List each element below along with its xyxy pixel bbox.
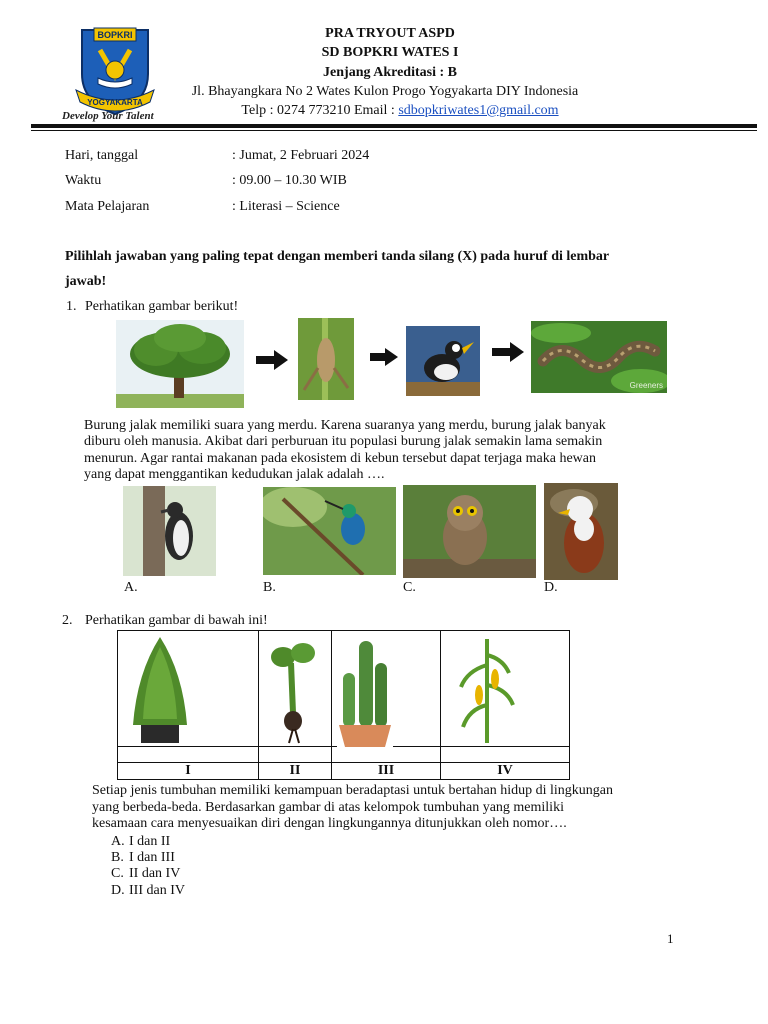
corn-plant-image [457, 635, 517, 745]
plant-cell-2 [259, 631, 332, 747]
water-hyacinth-image [265, 635, 319, 745]
school-name: SD BOPKRI WATES I [321, 45, 459, 60]
plant-spacer-cell [332, 747, 441, 763]
q2-option-b-text[interactable]: I dan III [129, 850, 175, 865]
q1-paragraph-line-3: menurun. Agar rantai makanan pada ekosistem di kebun tersebut dapat terjaga maka hewan [84, 451, 596, 466]
q1-paragraph-line-4: yang dapat menggantikan kedudukan jalak adalah …. [84, 467, 385, 482]
plant-spacer-cell [118, 747, 259, 763]
q2-paragraph-line-2: yang berbeda-beda. Berdasarkan gambar di atas kelompok tumbuhan yang memiliki [92, 800, 564, 815]
header-rule-thin [31, 130, 757, 131]
contact-phone: Telp : 0274 773210 Email : [241, 103, 399, 118]
info-label-date: Hari, tanggal [65, 148, 139, 163]
plant-label-2: II [259, 763, 332, 780]
school-logo [60, 24, 170, 124]
q1-option-b[interactable]: B. [263, 580, 276, 595]
email-link[interactable]: sdbopkriwates1@gmail.com [398, 103, 559, 118]
tree-image [116, 320, 244, 408]
header-rule-thick [31, 124, 757, 128]
page-number: 1 [667, 931, 674, 946]
cypress-tree-image [123, 633, 197, 745]
plant-spacer-cell [441, 747, 570, 763]
hummingbird-image [263, 487, 396, 575]
q1-paragraph-line-2: diburu oleh manusia. Akibat dari perburuan itu populasi burung jalak semakin lama semakin [84, 434, 603, 449]
snake-image [531, 321, 667, 393]
arrow-right-icon [370, 348, 398, 371]
plant-spacer-cell [259, 747, 332, 763]
q2-option-a-letter[interactable]: A. [111, 834, 125, 849]
q2-paragraph-line-1: Setiap jenis tumbuhan memiliki kemampuan beradaptasi untuk bertahan hidup di lingkungan [92, 783, 614, 798]
q2-option-a-text[interactable]: I dan II [129, 834, 171, 849]
school-contact [160, 103, 640, 119]
grasshopper-image [298, 318, 354, 400]
plant-cell-1 [118, 631, 259, 747]
svg-text:BOPKRI: BOPKRI [97, 30, 133, 40]
q2-option-c-letter[interactable]: C. [111, 866, 124, 881]
q1-option-d[interactable]: D. [544, 580, 558, 595]
eagle-image [544, 483, 618, 580]
q2-prompt: Perhatikan gambar di bawah ini! [85, 613, 268, 628]
q2-option-c-text[interactable]: II dan IV [129, 866, 181, 881]
woodpecker-image [123, 486, 216, 576]
plant-cell-4 [441, 631, 570, 747]
q2-option-b-letter[interactable]: B. [111, 850, 124, 865]
plant-table [117, 630, 570, 780]
q2-option-d-letter[interactable]: D. [111, 883, 125, 898]
info-value-subject: : Literasi – Science [232, 199, 340, 214]
cactus-image [337, 633, 393, 747]
arrow-right-icon [256, 350, 288, 375]
plant-cell-3 [332, 631, 441, 747]
q1-paragraph-line-1: Burung jalak memiliki suara yang merdu. Karena suaranya yang merdu, burung jalak banyak [84, 418, 606, 433]
q2-option-d-text[interactable]: III dan IV [129, 883, 185, 898]
info-label-subject: Mata Pelajaran [65, 199, 150, 214]
owl-image [403, 485, 536, 578]
info-value-date: : Jumat, 2 Februari 2024 [232, 148, 370, 163]
plant-label-1: I [118, 763, 259, 780]
starling-image [406, 326, 480, 396]
q1-number: 1. [66, 299, 77, 314]
image-watermark: Greeners [629, 381, 663, 390]
plant-label-4: IV [441, 763, 570, 780]
accreditation: Jenjang Akreditasi : B [323, 65, 457, 80]
document-title: PRA TRYOUT ASPD [325, 26, 455, 41]
instruction-line-2: jawab! [65, 274, 107, 289]
school-address: Jl. Bhayangkara No 2 Wates Kulon Progo Yogyakarta DIY Indonesia [191, 84, 579, 99]
info-value-time: : 09.00 – 10.30 WIB [232, 173, 347, 188]
q1-option-c[interactable]: C. [403, 580, 416, 595]
q1-option-a[interactable]: A. [124, 580, 138, 595]
info-label-time: Waktu [65, 173, 102, 188]
svg-text:YOGYAKARTA: YOGYAKARTA [87, 98, 143, 107]
logo-motto: Develop Your Talent [62, 110, 154, 122]
arrow-right-icon [492, 342, 524, 367]
q2-paragraph-line-3: kesamaan cara menyesuaikan diri dengan lingkungannya ditunjukkan oleh nomor…. [92, 816, 567, 831]
q2-number: 2. [62, 613, 73, 628]
plant-label-3: III [332, 763, 441, 780]
instruction-line-1: Pilihlah jawaban yang paling tepat dengan memberi tanda silang (X) pada huruf di lembar [65, 249, 610, 264]
q1-prompt: Perhatikan gambar berikut! [85, 299, 239, 314]
